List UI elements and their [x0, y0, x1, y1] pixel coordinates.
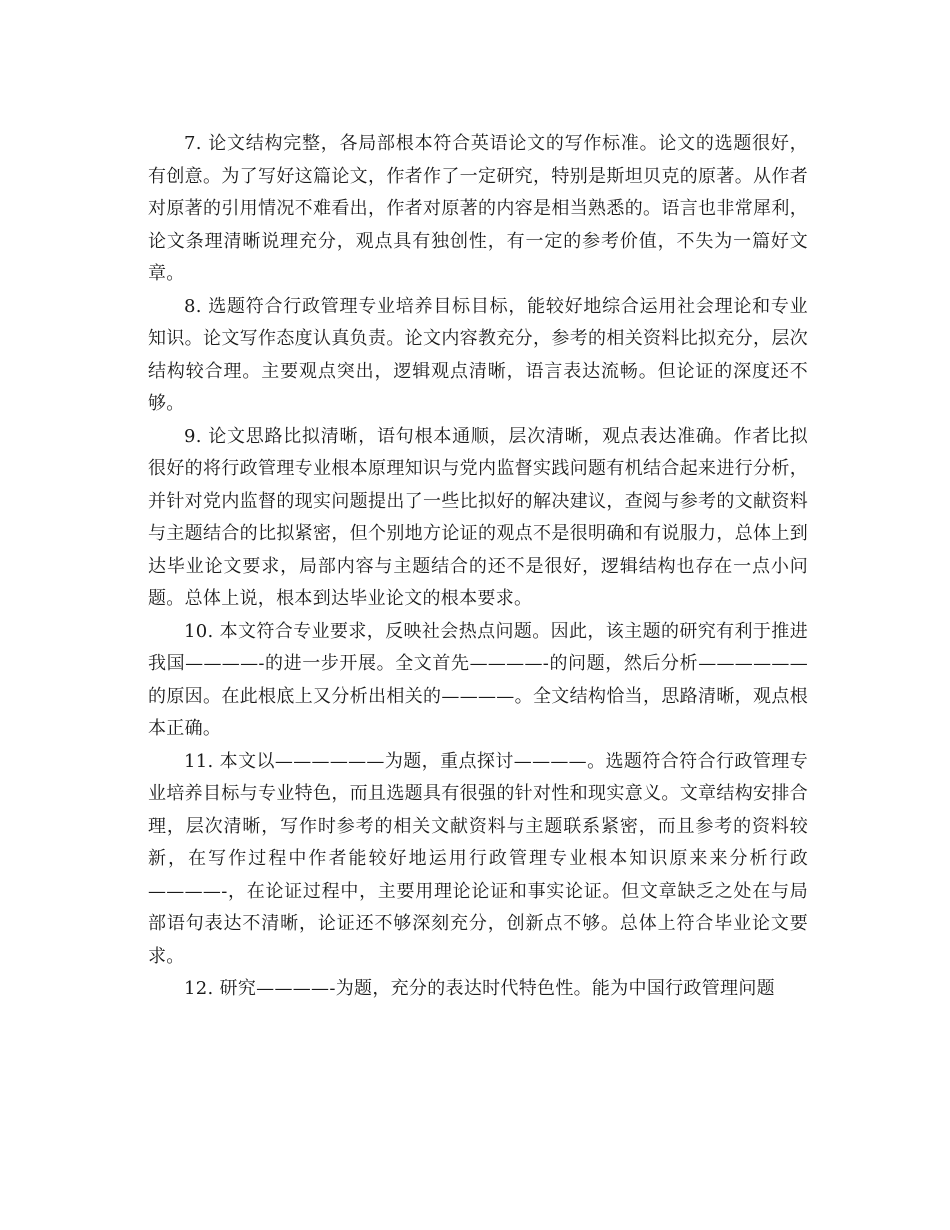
paragraph-8: 8. 选题符合行政管理专业培养目标目标，能较好地综合运用社会理论和专业知识。论文写作态度认真负责。论文内容教充分，参考的相关资料比拟充分，层次结构较合理。主要观点突出，逻辑观点清晰，语言表达流畅。但论证的深度还不够。	[148, 295, 808, 414]
paragraph-9: 9. 论文思路比拟清晰，语句根本通顺，层次清晰，观点表达准确。作者比拟很好的将行政管理专业根本原理知识与党内监督实践问题有机结合起来进行分析，并针对党内监督的现实问题提出了一些比拟好的解决建议，查阅与参考的文献资料与主题结合的比拟紧密，但个别地方论证的观点不是很明确和有说服力，总体上到达毕业论文要求，局部内容与主题结合的还不是很好，逻辑结构也存在一点小问题。总体上说，根本到达毕业论文的根本要求。	[148, 425, 808, 609]
paragraph-11: 11. 本文以——————为题，重点探讨————。选题符合符合行政管理专业培养目标与专业特色，而且选题具有很强的针对性和现实意义。文章结构安排合理，层次清晰，写作时参考的相关文献资料与主题联系紧密，而且参考的资料较新，在写作过程中作者能较好地运用行政管理专业根本知识原来来分析行政————-，在论证过程中，主要用理论论证和事实论证。但文章缺乏之处在与局部语句表达不清晰，论证还不够深刻充分，创新点不够。总体上符合毕业论文要求。	[148, 750, 808, 967]
paragraph-7: 7. 论文结构完整，各局部根本符合英语论文的写作标准。论文的选题很好，有创意。为了写好这篇论文，作者作了一定研究，特别是斯坦贝克的原著。从作者对原著的引用情况不难看出，作者对原著的内容是相当熟悉的。语言也非常犀利，论文条理清晰说理充分，观点具有独创性，有一定的参考价值，不失为一篇好文章。	[148, 133, 808, 284]
document-body	[148, 128, 808, 1006]
paragraph-12: 12. 研究————-为题，充分的表达时代特色性。能为中国行政管理问题	[184, 978, 775, 999]
paragraph-10: 10. 本文符合专业要求，反映社会热点问题。因此，该主题的研究有利于推进我国————-的进一步开展。全文首先————-的问题，然后分析——————的原因。在此根底上又分析出相关的————。全文结构恰当，思路清晰，观点根本正确。	[148, 620, 808, 739]
